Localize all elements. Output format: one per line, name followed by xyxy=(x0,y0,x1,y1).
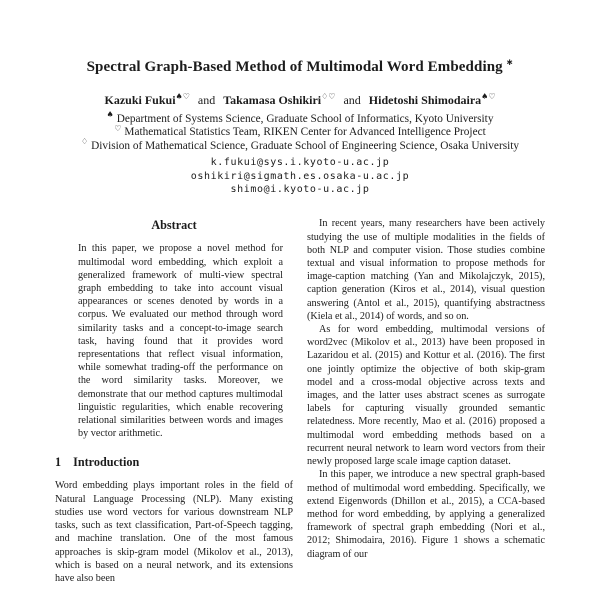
affiliation-1-text: Department of Systems Science, Graduate School of Informatics, Kyoto University xyxy=(116,113,494,125)
paper-header xyxy=(0,0,600,196)
affiliation-2-text: Mathematical Statistics Team, RIKEN Center for Advanced Intelligence Project xyxy=(124,126,486,139)
heart-symbol: ♡ xyxy=(114,123,122,133)
author-2-marks: ♢♡ xyxy=(321,92,336,101)
abstract-heading: Abstract xyxy=(151,218,197,233)
affiliation-3 xyxy=(0,137,600,153)
affiliation-2 xyxy=(0,123,600,139)
right-column xyxy=(307,217,545,585)
author-2 xyxy=(223,93,335,107)
abstract-body-text: In this paper, we propose a novel method for multimodal word embedding, which exploit a generalized framework of multi-view spectral graph embedding to take into account visual appearances or scenes denoted by words in a corpus. We evaluated our method through word similarity tasks and a concept-to-image search task, having found that it provides word representations that reflect visual information, while somewhat trading-off the performance on the word similarity tasks. Moreover, we demonstrate that our method captures multimodal linguistic regularities, which enable recovering relational similarities between words and images by vector arithmetic. xyxy=(78,243,283,440)
email-address: k.fukui@sys.i.kyoto-u.ac.jp xyxy=(210,157,390,169)
affiliation-block xyxy=(0,110,600,153)
intro-paragraph: As for word embedding, multimodal versions of word2vec (Mikolov et al., 2013) have been proposed in Lazaridou et al. (2015) and Kottur et al. (2016). The first one jointly optimize the objective of both skip-gram model and a cross-modal objective across texts and images, and the latter uses abstract scenes as surrogate labels for capturing visually grounded semantic relatedness. More recently, Mao et al. (2016) proposed a multimodal word embedding methods based on a recurrent neural network to learn word vectors from their newly proposed large scale image caption dataset. xyxy=(307,324,545,468)
author-3-marks: ♠♡ xyxy=(481,92,496,101)
author-2-name: Takamasa Oshikiri xyxy=(223,93,322,107)
author-3-name: Hidetoshi Shimodaira xyxy=(368,93,482,107)
author-3 xyxy=(369,93,496,107)
affiliation-3-text: Division of Mathematical Science, Graduate School of Engineering Science, Osaka University xyxy=(91,139,520,152)
intro-paragraph: In recent years, many researchers have been actively studying the use of multiple modalities in the fields of both NLP and computer vision. Those studies combine textual and visual information to propose methods for image-caption matching (Yan and Mikolajczyk, 2015), caption generation (Kiros et al., 2014), visual question answering (Antol et al., 2015), quantifying abstractness (Kiela et al., 2014) of words, and so on. xyxy=(307,218,545,322)
affiliation-1 xyxy=(0,110,600,126)
author-1 xyxy=(105,93,190,107)
author-1-name: Kazuki Fukui xyxy=(104,93,176,107)
intro-paragraph: Word embedding plays important roles in the field of Natural Language Processing (NLP). Many existing studies use word vectors for various downstream NLP tasks, such as text classification, Part-of-Speech tagging, and machine translation. One of the most famous approaches is skip-gram model (Mikolov et al., 2013), which is based on a neural network, and its extensions have also been xyxy=(55,480,293,584)
intro-paragraph: In this paper, we introduce a new spectral graph-based method of multimodal word embedding. Specifically, we extend Eigenwords (Dhillon et al., 2015), a CCA-based method for word embedding, by applying a generalized framework of spectral graph embedding (Nori et al., 2012; Shimodaira, 2016). Figure 1 shows a schematic diagram of our xyxy=(307,469,545,560)
author-separator: and xyxy=(197,93,216,107)
section-title: Introduction xyxy=(73,455,140,470)
title-footnote-mark: ∗ xyxy=(505,58,514,68)
section-number: 1 xyxy=(55,455,62,470)
section-heading-introduction xyxy=(55,455,293,470)
email-address: oshikiri@sigmath.es.osaka-u.ac.jp xyxy=(190,170,410,182)
email-block xyxy=(0,156,600,196)
two-column-body xyxy=(0,217,600,585)
paper-title-text: Spectral Graph-Based Method of Multimodal Word Embedding xyxy=(86,59,503,75)
spade-symbol: ♠ xyxy=(106,110,114,120)
author-separator: and xyxy=(343,93,361,107)
author-1-marks: ♠♡ xyxy=(175,92,190,101)
paper-title xyxy=(0,58,600,76)
left-column xyxy=(55,217,293,585)
diamond-symbol: ♢ xyxy=(80,137,89,147)
email-address: shimo@i.kyoto-u.ac.jp xyxy=(230,184,370,196)
author-line xyxy=(0,93,600,108)
